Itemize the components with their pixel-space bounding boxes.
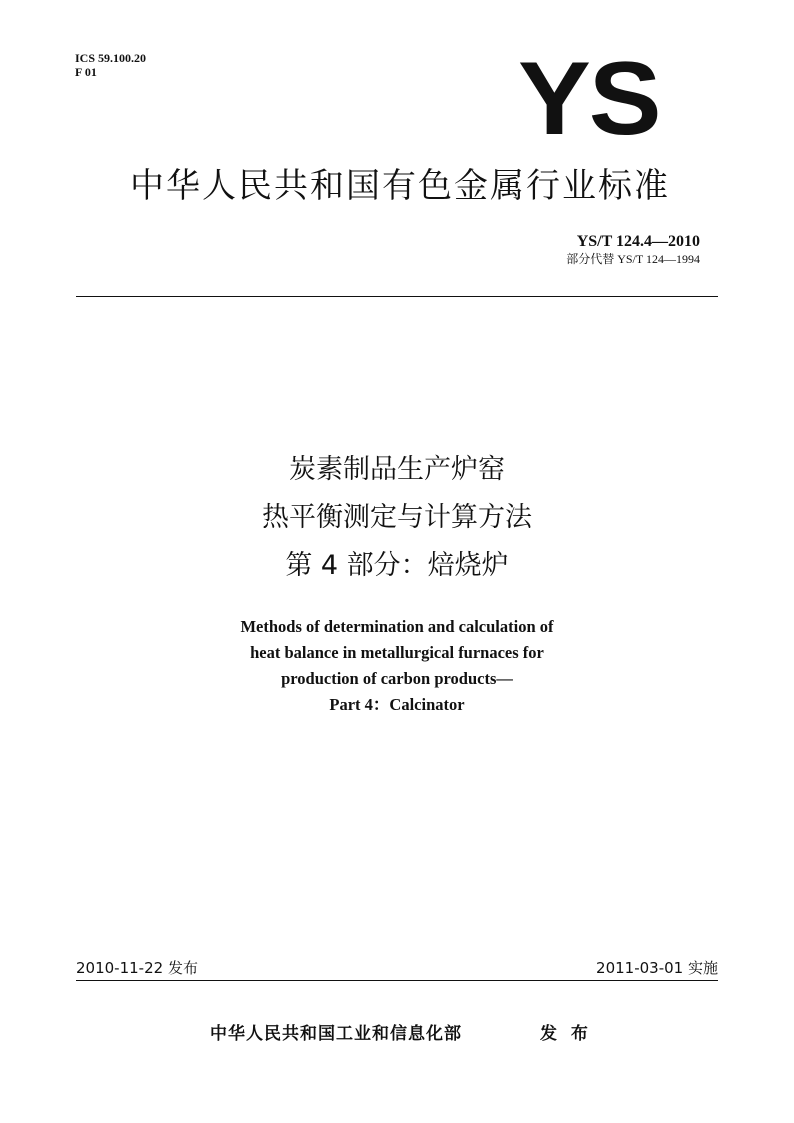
english-title-line: production of carbon products— bbox=[281, 669, 513, 688]
english-title bbox=[76, 614, 718, 718]
issue-date: 2010-11-22 发布 bbox=[76, 959, 198, 977]
chinese-title-line: 炭素制品生产炉窑 bbox=[289, 454, 505, 485]
bottom-divider bbox=[76, 980, 718, 981]
top-divider bbox=[76, 296, 718, 297]
english-title-line: Part 4：Calcinator bbox=[329, 695, 465, 714]
standard-code-block bbox=[566, 233, 700, 267]
ics-code: ICS 59.100.20 bbox=[75, 51, 147, 65]
english-title-line: heat balance in metallurgical furnaces for bbox=[250, 643, 544, 662]
issuer-title: 中华人民共和国有色金属行业标准 bbox=[130, 166, 670, 206]
publisher-name: 中华人民共和国工业和信息化部 bbox=[210, 1024, 462, 1044]
chinese-title bbox=[76, 446, 718, 590]
publish-label: 发 布 bbox=[540, 1024, 592, 1044]
ccs-code: F 01 bbox=[75, 65, 97, 79]
classification-codes bbox=[75, 51, 146, 79]
standard-number: YS/T 124.4—2010 bbox=[576, 233, 700, 250]
implementation-date: 2011-03-01 实施 bbox=[596, 959, 718, 977]
chinese-title-line: 热平衡测定与计算方法 bbox=[262, 502, 532, 533]
english-title-line: Methods of determination and calculation of bbox=[240, 617, 554, 636]
chinese-title-line: 第 4 部分：焙烧炉 bbox=[285, 550, 509, 581]
ys-logo: YS bbox=[518, 41, 660, 157]
replaces-note: 部分代替 YS/T 124—1994 bbox=[566, 252, 700, 266]
